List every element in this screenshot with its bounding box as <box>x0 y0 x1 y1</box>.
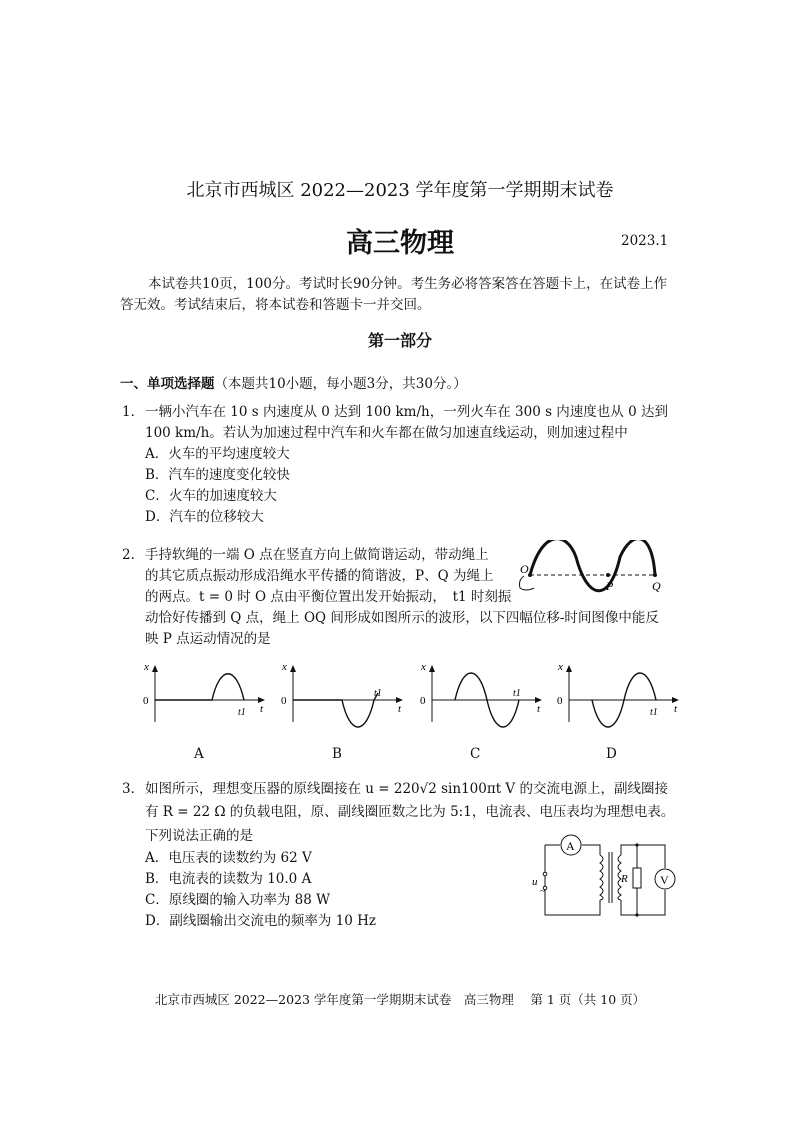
option-text: 电压表的读数约为 62 V <box>168 850 312 866</box>
svg-text:u: u <box>532 876 538 888</box>
q1-line-1: 一辆小汽车在 10 s 内速度从 0 达到 100 km/h，一列火车在 300 s 内速度也从 0 达到 <box>145 404 668 420</box>
svg-text:V: V <box>660 873 669 887</box>
option-text: 原线圈的输入功率为 88 W <box>168 892 330 908</box>
q2-line-2: 的其它质点振动形成沿绳水平传播的简谐波，P、Q 为绳上 <box>145 568 494 584</box>
q3-line-3: 下列说法正确的是 <box>145 828 253 844</box>
option-label: B． <box>145 467 169 483</box>
q1-line-2: 100 km/h。若认为加速过程中汽车和火车都在做匀加速直线运动，则加速过程中 <box>145 425 628 441</box>
q1-option-a[interactable] <box>145 444 290 464</box>
svg-text:t1: t1 <box>374 688 382 699</box>
q3-option-d[interactable] <box>145 911 376 931</box>
option-text: 火车的加速度较大 <box>168 488 277 504</box>
q3-line-2: 有 R = 22 Ω 的负载电阻，原、副线圈匝数之比为 5:1，电流表、电压表均为理想电表。 <box>145 804 675 820</box>
graph-d-label: D <box>606 746 617 762</box>
section-heading <box>120 374 467 394</box>
hand-icon <box>520 576 535 590</box>
option-label: D． <box>145 913 170 929</box>
svg-text:t1: t1 <box>513 688 521 699</box>
rope-wave-figure <box>510 540 670 595</box>
svg-text:t1: t1 <box>650 707 658 718</box>
svg-text:0: 0 <box>143 695 149 707</box>
option-label: A． <box>145 850 169 866</box>
subject-title: 高三物理 <box>346 228 454 259</box>
svg-text:t: t <box>537 703 541 715</box>
q1-number: 1． <box>122 404 145 420</box>
option-text: 副线圈输出交流电的频率为 10 Hz <box>169 913 376 929</box>
svg-text:x: x <box>558 661 563 673</box>
svg-text:x: x <box>282 661 287 673</box>
graph-b-label: B <box>332 746 342 762</box>
graph-d[interactable] <box>554 660 684 730</box>
label-o: O <box>520 562 529 576</box>
primary-coil <box>600 855 603 900</box>
graph-a[interactable] <box>140 660 270 730</box>
section-title: 一、单项选择题 <box>120 376 215 392</box>
ac-source-terminal-top <box>543 872 547 876</box>
point-q <box>653 573 657 577</box>
q3-option-a[interactable] <box>145 848 312 868</box>
section-note: （本题共10小题，每小题3分，共30分。） <box>214 376 467 392</box>
q1-option-b[interactable] <box>145 465 290 485</box>
exam-date: 2023.1 <box>621 233 669 249</box>
svg-text:0: 0 <box>281 695 287 707</box>
option-label: B． <box>145 871 169 887</box>
intro-line-1: 本试卷共10页，100分。考试时长90分钟。考生务必将答案答在答题卡上，在试卷上作 <box>148 276 668 292</box>
option-text: 电流表的读数为 10.0 A <box>168 871 312 887</box>
option-text: 火车的平均速度较大 <box>168 446 290 462</box>
q3-number: 3． <box>122 781 145 797</box>
q3-option-c[interactable] <box>145 890 330 910</box>
graph-b[interactable] <box>278 660 408 730</box>
intro-line-2: 答无效。考试结束后，将本试卷和答题卡一并交回。 <box>120 297 431 313</box>
svg-text:R: R <box>621 873 628 885</box>
option-label: C． <box>145 488 169 504</box>
label-q: Q <box>652 579 661 593</box>
q2-line-4: 动恰好传播到 Q 点，绳上 OQ 间形成如图所示的波形，以下四幅位移-时间图像中能反 <box>145 610 659 626</box>
q2-number: 2. <box>122 547 135 563</box>
option-label: D． <box>145 509 170 525</box>
rope-wave-curve <box>530 540 655 591</box>
transformer-circuit <box>525 830 695 922</box>
q1-option-d[interactable] <box>145 507 264 527</box>
svg-text:t: t <box>674 703 678 715</box>
svg-text:x: x <box>421 661 426 673</box>
option-text: 汽车的速度变化较快 <box>168 467 290 483</box>
svg-text:~: ~ <box>540 886 545 896</box>
graph-a-label: A <box>194 746 204 762</box>
svg-text:0: 0 <box>420 695 426 707</box>
svg-text:A: A <box>566 839 575 853</box>
q2-line-5: 映 P 点运动情况的是 <box>145 631 271 647</box>
option-label: C． <box>145 892 169 908</box>
svg-text:t1: t1 <box>238 707 246 718</box>
graph-c[interactable] <box>417 660 547 730</box>
resistor-r <box>633 868 641 888</box>
graph-a-curve <box>155 674 244 700</box>
q2-line-1: 手持软绳的一端 O 点在竖直方向上做简谐运动，带动绳上 <box>145 547 489 563</box>
option-text: 汽车的位移较大 <box>169 509 264 525</box>
svg-text:0: 0 <box>557 695 563 707</box>
part-title: 第一部分 <box>367 331 432 350</box>
graph-c-label: C <box>470 746 481 762</box>
graph-b-curve <box>293 693 378 727</box>
label-p: P <box>606 579 614 593</box>
option-label: A． <box>145 446 169 462</box>
svg-text:t: t <box>260 703 264 715</box>
svg-text:t: t <box>398 703 402 715</box>
q3-line-1: 如图所示，理想变压器的原线圈接在 u = 220√2 sin100πt V 的交流电源上，副线圈接 <box>145 781 668 797</box>
point-p <box>606 573 610 577</box>
page-footer: 北京市西城区 2022—2023 学年度第一学期期末试卷 高三物理 第 1 页（共 10 页） <box>154 992 646 1007</box>
q3-option-b[interactable] <box>145 869 311 889</box>
q1-option-c[interactable] <box>145 486 277 506</box>
q2-line-3: 的两点。t = 0 时 O 点由平衡位置出发开始振动， t1 时刻振 <box>145 589 512 605</box>
svg-text:x: x <box>144 661 149 673</box>
exam-title: 北京市西城区 2022—2023 学年度第一学期期末试卷 <box>186 180 614 201</box>
